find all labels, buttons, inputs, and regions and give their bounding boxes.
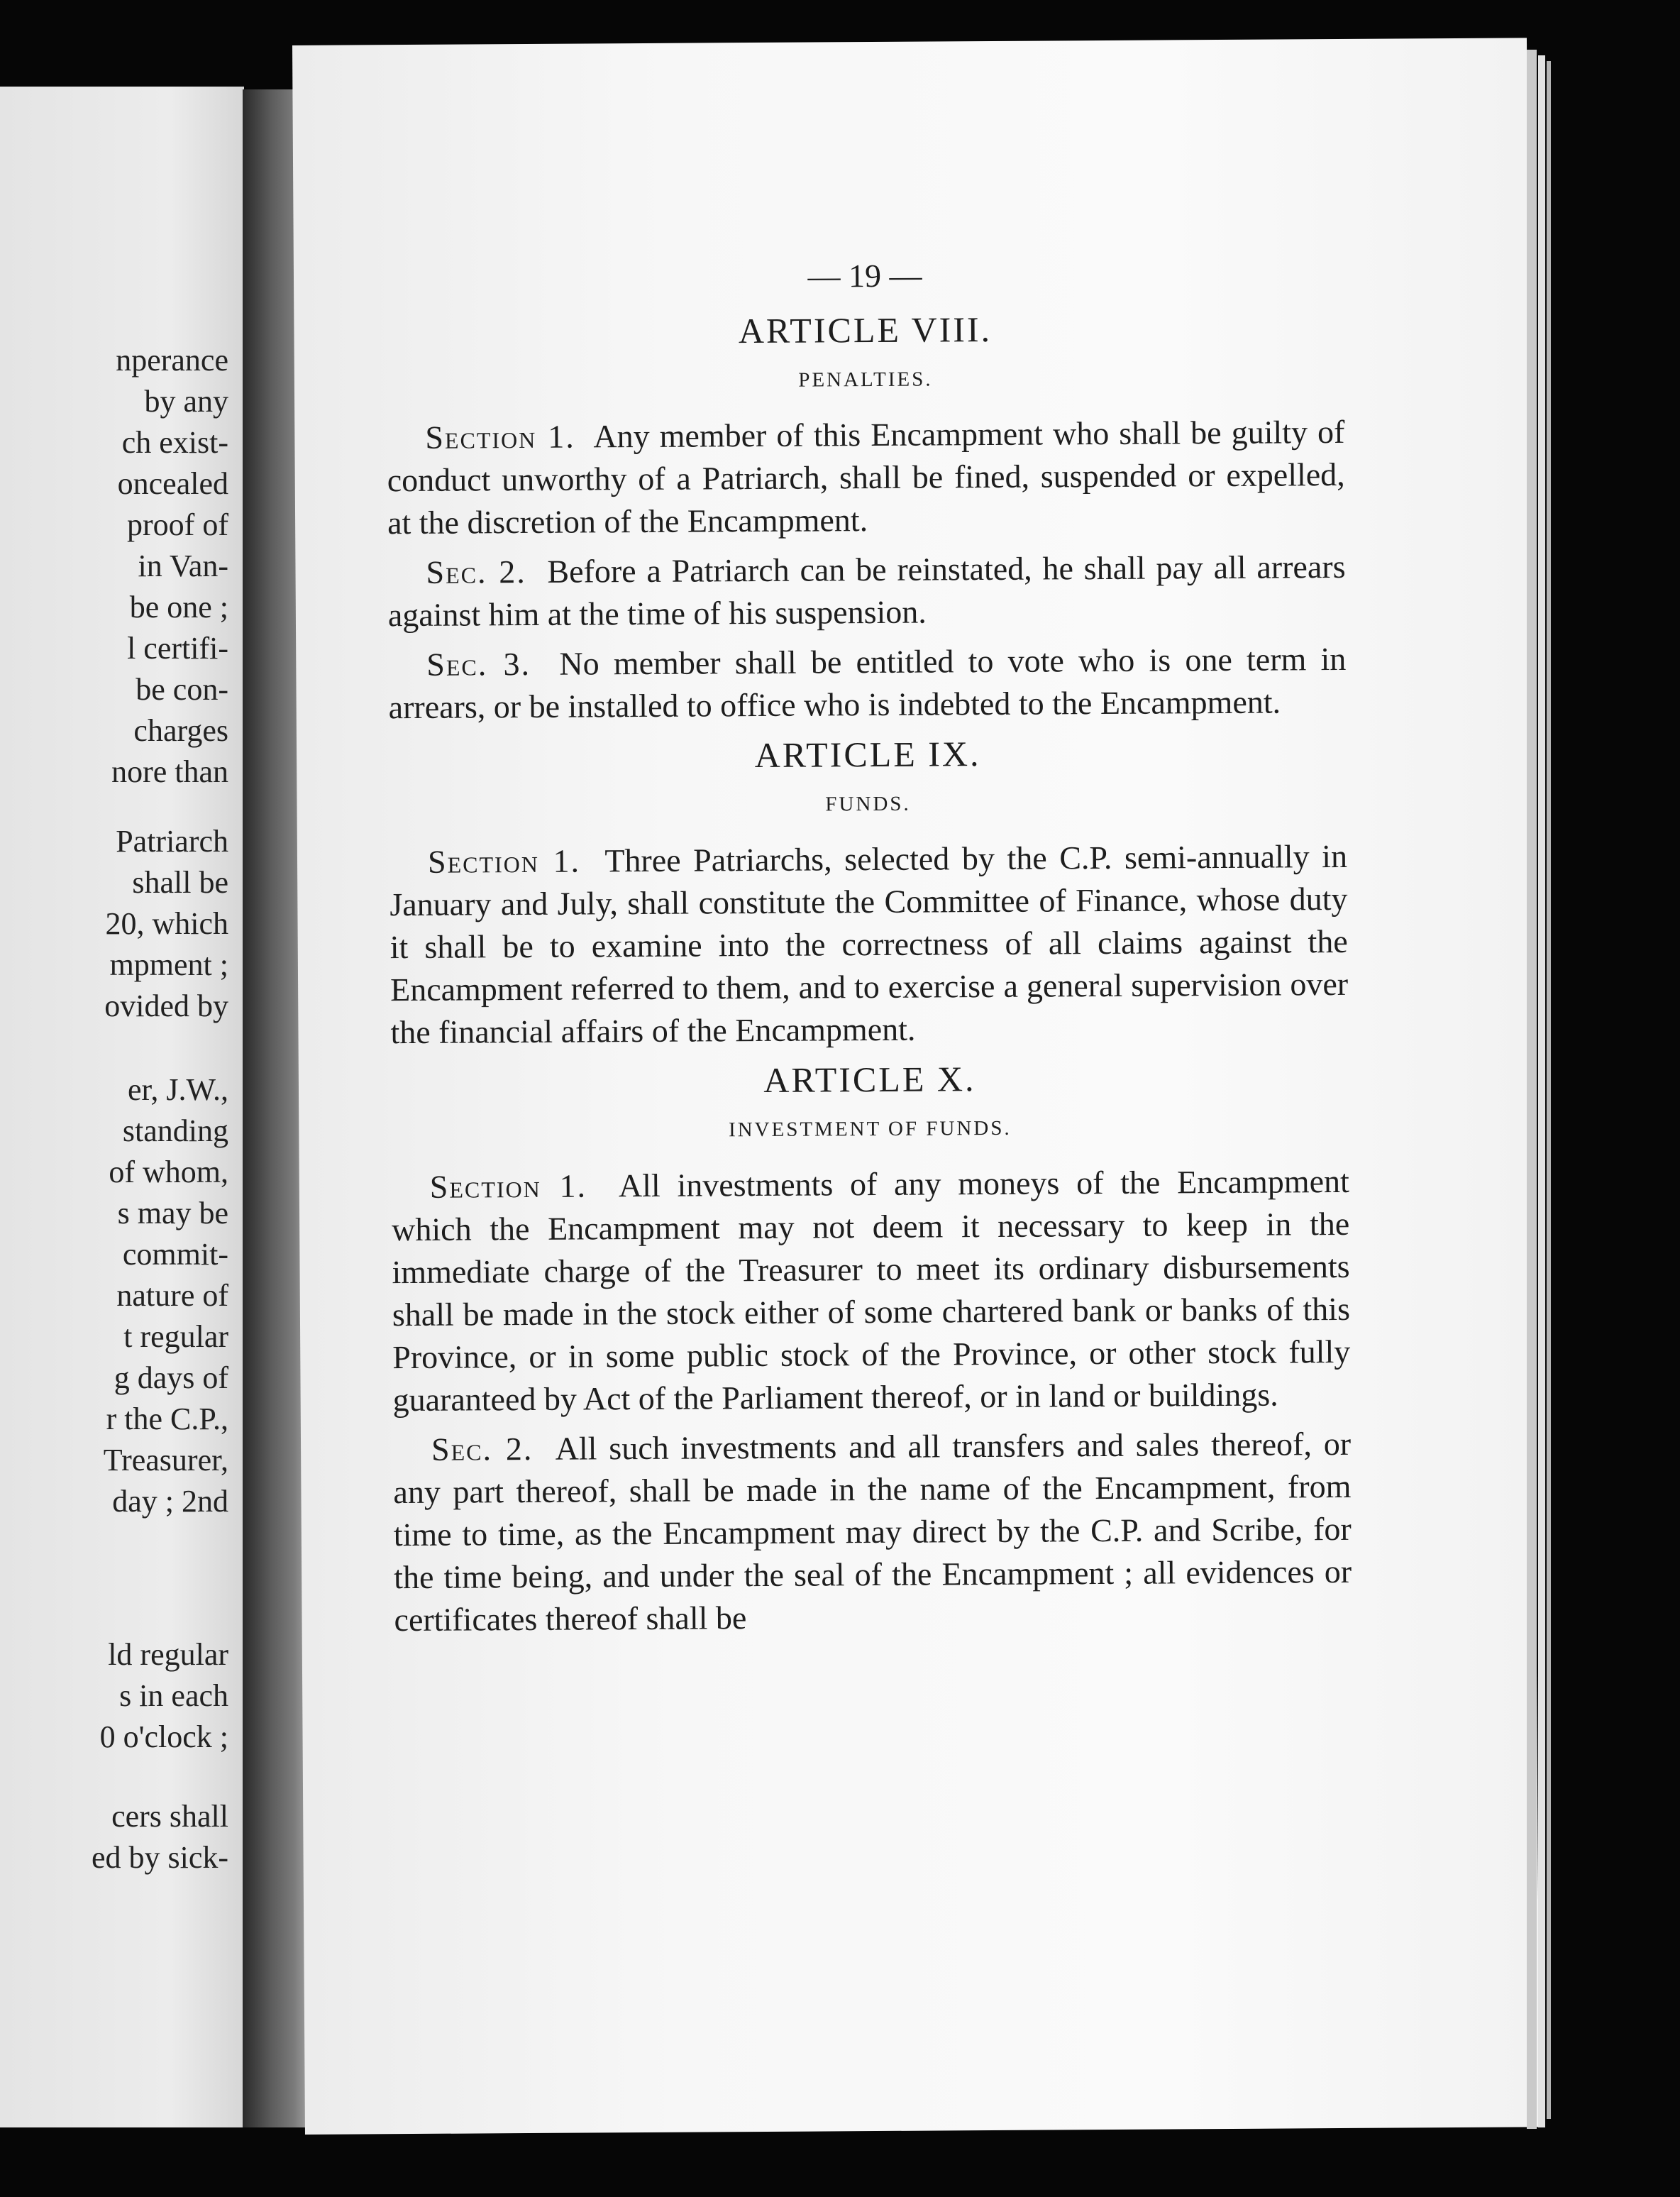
left-page-line: 0 o'clock ; xyxy=(99,1719,228,1754)
left-page-line: s in each xyxy=(119,1678,228,1713)
left-page-line: l certifi- xyxy=(127,631,228,666)
article-heading: ARTICLE IX. xyxy=(754,734,981,776)
left-page-line: Patriarch xyxy=(116,824,228,859)
section-paragraph xyxy=(392,1160,1351,1421)
left-page-line: oncealed xyxy=(117,466,228,501)
left-page-line: in Van- xyxy=(138,549,228,583)
left-page-line: by any xyxy=(144,384,228,419)
section-text: No member shall be entitled to vote who is one term in arrears, or be installed to office who is indebted to the Encampment. xyxy=(388,640,1347,726)
article-9 xyxy=(389,730,1349,1054)
left-page-line: t regular xyxy=(123,1319,228,1354)
section-paragraph xyxy=(387,546,1346,637)
left-page-line: be con- xyxy=(136,672,228,707)
section-label: Sec. 3. xyxy=(426,645,531,683)
page-text xyxy=(386,252,1352,1648)
section-paragraph xyxy=(388,638,1347,729)
left-page-line: 20, which xyxy=(105,906,228,941)
right-page xyxy=(292,38,1540,2135)
section-paragraph xyxy=(387,411,1345,544)
section-label: Section 1. xyxy=(429,1167,587,1205)
left-page-line: commit- xyxy=(122,1237,228,1272)
left-page-line: nature of xyxy=(116,1278,228,1313)
article-subheading: INVESTMENT OF FUNDS. xyxy=(728,1116,1012,1142)
left-page-line: shall be xyxy=(132,865,228,900)
left-page-line: ovided by xyxy=(104,989,228,1023)
section-text: All investments of any moneys of the Encampment which the Encampment may not deem it necessary to keep in the immediate charge of the Treasurer to meet its ordinary disbursements shall be made in the stock either of some chartered bank or banks of this Province, or in some public stock of the Province, or other stock fully guaranteed by Act of the Parliament thereof, or in land or buildings. xyxy=(392,1162,1351,1419)
left-page-line: proof of xyxy=(127,507,228,542)
article-10 xyxy=(391,1055,1352,1641)
section-text: Three Patriarchs, selected by the C.P. semi-annually in January and July, shall constitute the Committee of Finance, whose duty it shall be to examine into the correctness of all claims against the Encampment referred to them, and to exercise a general supervision over the financial affairs of the Encampment. xyxy=(389,837,1349,1051)
section-text: All such investments and all transfers and sales thereof, or any part thereof, shall be made in the name of the Encampment, from time to time, as the Encampment may direct by the C.P. and Scribe, for the time being, and under the seal of the Encampment ; all evidences or certificates thereof shall be xyxy=(393,1425,1352,1639)
left-page-line: ed by sick- xyxy=(91,1840,228,1875)
section-text: Before a Patriarch can be reinstated, he shall pay all arrears against him at the time of his suspension. xyxy=(387,548,1346,634)
left-page-line: nore than xyxy=(111,754,228,789)
left-page-line: ld regular xyxy=(108,1637,228,1672)
article-subheading: PENALTIES. xyxy=(798,368,933,392)
left-page-line: mpment ; xyxy=(109,947,228,982)
page-edge xyxy=(1538,55,1545,2127)
page-edge xyxy=(1527,50,1537,2129)
left-page-line: ch exist- xyxy=(121,425,228,460)
left-page-line: er, J.W., xyxy=(127,1072,228,1107)
article-subheading: FUNDS. xyxy=(825,792,911,816)
left-page-line: s may be xyxy=(117,1196,228,1230)
page-edge xyxy=(1547,61,1551,2119)
left-page-line: nperance xyxy=(116,343,228,378)
left-page-line: r the C.P., xyxy=(106,1402,228,1436)
left-page-line: cers shall xyxy=(111,1799,228,1834)
left-page-line: g days of xyxy=(114,1360,228,1395)
section-label: Section 1. xyxy=(425,418,575,456)
article-heading: ARTICLE VIII. xyxy=(738,309,993,351)
left-page-line: day ; 2nd xyxy=(112,1484,228,1519)
left-page-line: standing xyxy=(122,1113,228,1148)
left-page-line: be one ; xyxy=(129,590,228,624)
article-8 xyxy=(386,306,1347,729)
article-heading: ARTICLE X. xyxy=(763,1059,976,1100)
left-page-line: Treasurer, xyxy=(103,1443,228,1477)
section-paragraph xyxy=(393,1423,1352,1641)
left-page-line: of whom, xyxy=(109,1155,228,1189)
section-label: Sec. 2. xyxy=(426,553,526,590)
section-text: Any member of this Encampment who shall be guilty of conduct unworthy of a Patriarch, shall be fined, suspended or expelled, at the discretion of the Encampment. xyxy=(387,413,1345,541)
section-label: Sec. 2. xyxy=(431,1430,534,1468)
left-page-line: charges xyxy=(133,713,228,748)
section-label: Section 1. xyxy=(427,842,581,880)
page-number: — 19 — xyxy=(807,257,922,294)
section-paragraph xyxy=(389,835,1349,1054)
left-facing-page xyxy=(0,87,244,2127)
